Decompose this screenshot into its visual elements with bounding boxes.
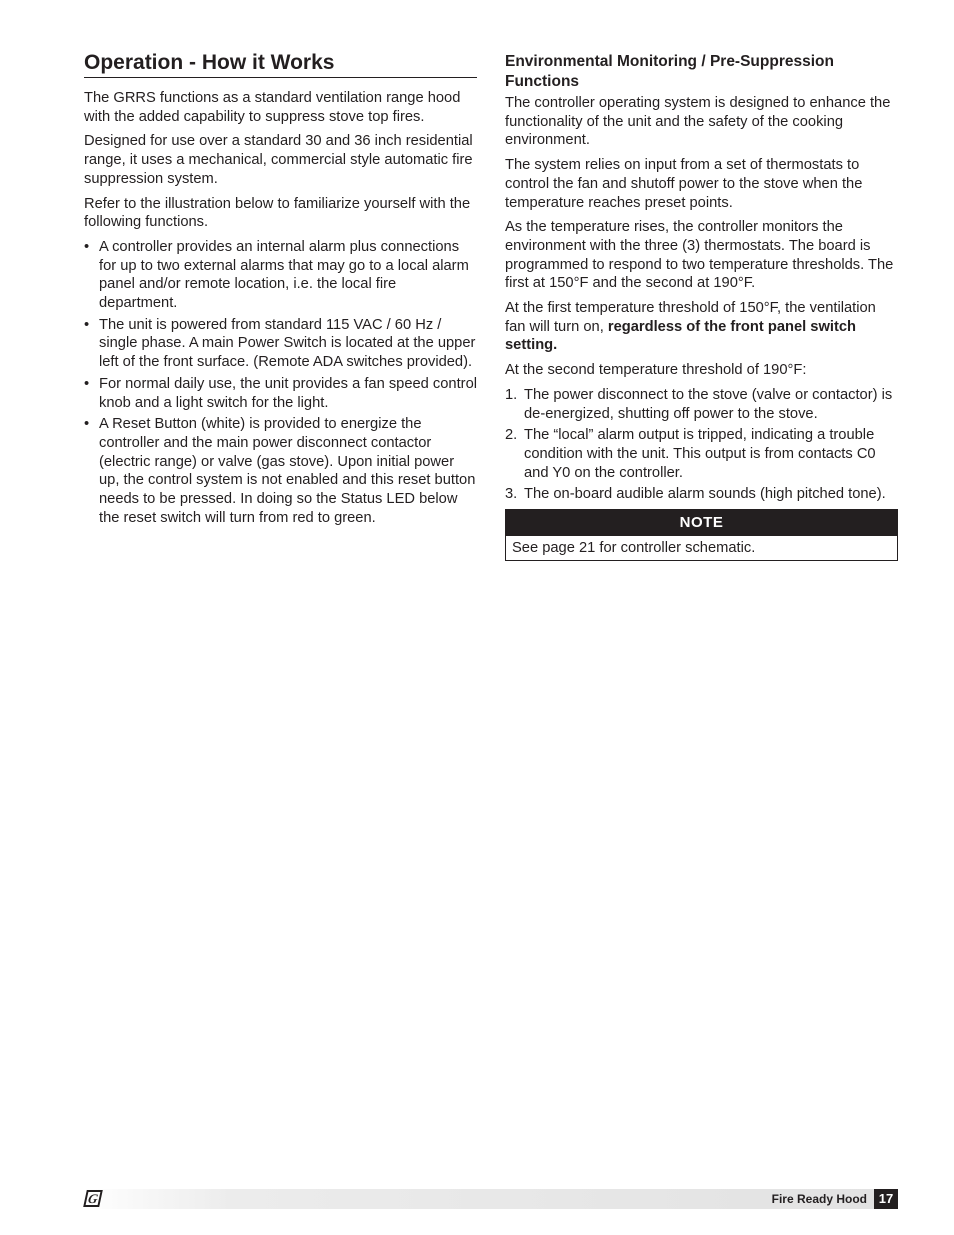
list-item xyxy=(84,238,477,313)
section-heading: Environmental Monitoring / Pre-Suppression Functions xyxy=(505,53,834,90)
greenheck-logo-icon: G xyxy=(83,1190,103,1207)
list-item-text: The unit is powered from standard 115 VAC / 60 Hz / single phase. A main Power Switch is located at the upper left of the front surface. (Remote ADA switches provided). xyxy=(99,316,476,371)
temperature-paragraph: As the temperature rises, the controller monitors the environment with the three (3) thermostats. The board is programmed to respond to two temperature thresholds. The first at 150°F and the second at 190°F. xyxy=(505,219,894,292)
list-item xyxy=(505,386,898,423)
bullet-icon: • xyxy=(84,238,90,255)
refer-paragraph: Refer to the illustration below to familiarize yourself with the following functions. xyxy=(84,195,471,231)
list-item xyxy=(84,415,477,527)
list-item xyxy=(84,375,477,412)
step-text: The on-board audible alarm sounds (high pitched tone). xyxy=(524,486,886,503)
list-item-text: A Reset Button (white) is provided to energize the controller and the main power disconnect contactor (electric range) or valve (gas stove). Upon initial power up, the control system is not enabled and this reset button needs to be pressed. In doing so the Status LED below the reset switch will turn from red to green. xyxy=(99,416,476,526)
function-list xyxy=(84,238,477,528)
first-threshold-emphasis: regardless of the front panel switch setting. xyxy=(505,318,856,354)
page-number: 17 xyxy=(874,1189,898,1209)
step-number: 3. xyxy=(505,486,518,503)
left-body xyxy=(84,89,477,527)
list-item xyxy=(505,426,898,482)
note-title: NOTE xyxy=(506,510,897,536)
intro-paragraph: The GRRS functions as a standard ventilation range hood with the added capability to suppress stove top fires. xyxy=(84,90,461,125)
threshold-steps-list xyxy=(505,386,898,504)
controller-paragraph: The controller operating system is designed to enhance the functionality of the unit and the safety of the cooking environment. xyxy=(505,95,891,149)
list-item-text: For normal daily use, the unit provides a fan speed control knob and a light switch for the light. xyxy=(99,375,478,411)
page-footer xyxy=(84,1189,898,1209)
bullet-icon: • xyxy=(84,316,90,333)
list-item xyxy=(505,485,898,504)
note-text: See page 21 for controller schematic. xyxy=(512,540,756,557)
step-text: The “local” alarm output is tripped, indicating a trouble condition with the unit. This output is from contacts C0 and Y0 on the controller. xyxy=(524,427,876,481)
bullet-icon: • xyxy=(84,416,90,433)
step-number: 2. xyxy=(505,427,518,444)
page-title: Operation - How it Works xyxy=(84,50,477,78)
thermostat-paragraph: The system relies on input from a set of thermostats to control the fan and shutoff power to the stove when the temperature reaches preset points. xyxy=(505,157,863,211)
footer-title: Fire Ready Hood xyxy=(771,1192,867,1206)
right-column xyxy=(505,52,898,561)
bullet-icon: • xyxy=(84,375,90,392)
first-threshold-text: At the first temperature threshold of 150°F, the ventilation fan will turn on, xyxy=(505,300,876,335)
first-threshold-paragraph xyxy=(505,299,898,355)
note-box xyxy=(505,509,898,561)
second-threshold-paragraph: At the second temperature threshold of 190°F: xyxy=(505,362,807,379)
usage-paragraph: Designed for use over a standard 30 and 36 inch residential range, it uses a mechanical, commercial style automatic fire suppression system. xyxy=(84,133,473,187)
step-text: The power disconnect to the stove (valve or contactor) is de-energized, shutting off power to the stove. xyxy=(524,386,893,422)
list-item-text: A controller provides an internal alarm plus connections for up to two external alarms that may go to a local alarm panel and/or remote location, i.e. the local fire department. xyxy=(99,238,469,312)
list-item xyxy=(84,316,477,372)
step-number: 1. xyxy=(505,386,518,403)
left-column xyxy=(84,50,477,530)
